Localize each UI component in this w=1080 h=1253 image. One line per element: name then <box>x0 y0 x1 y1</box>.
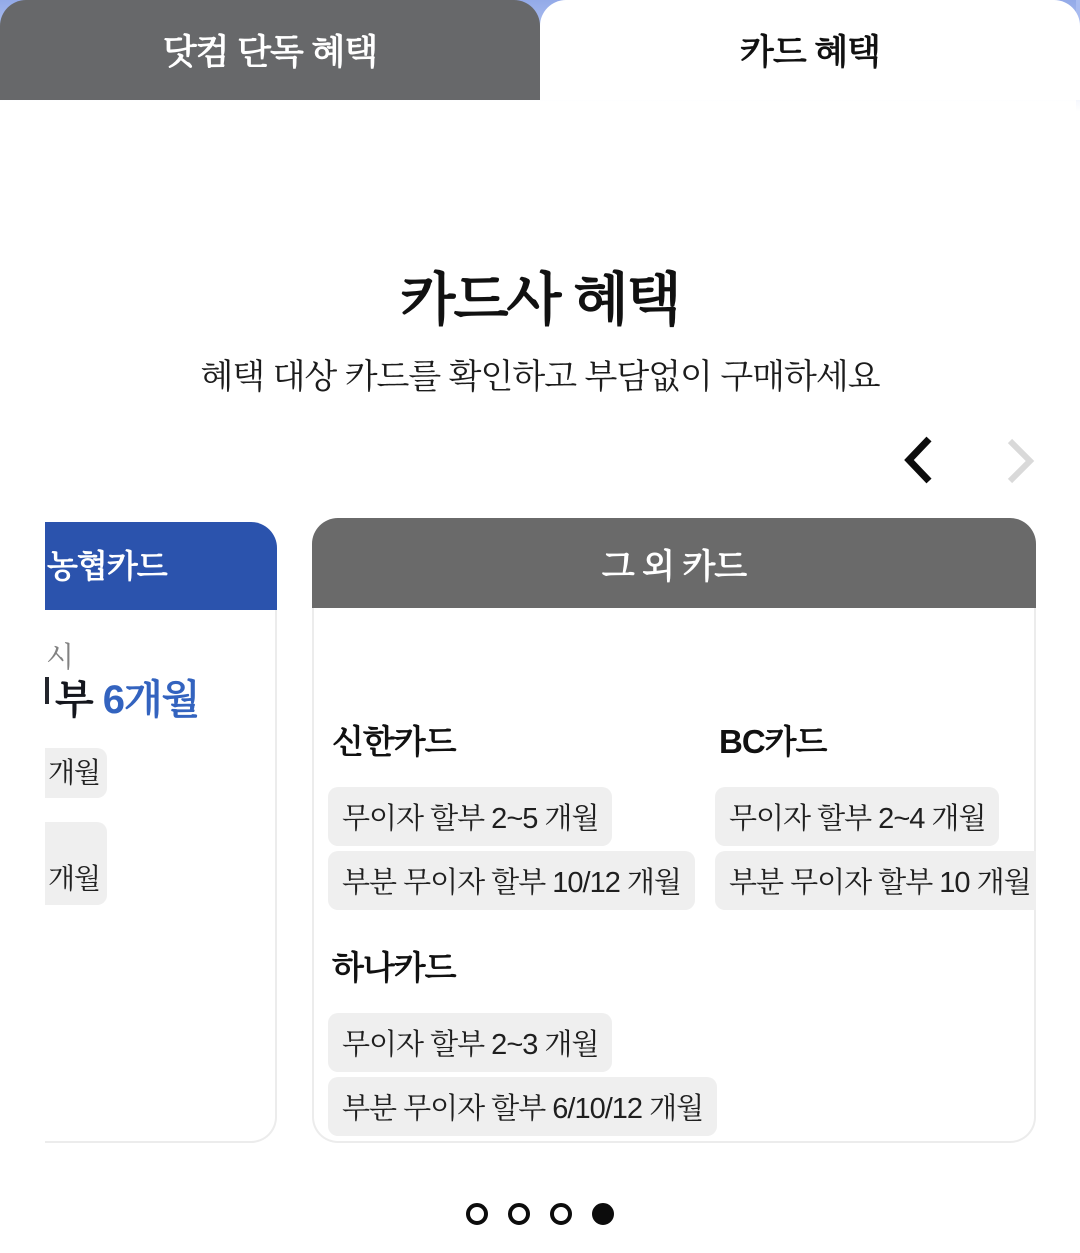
clipped-glyph-sliver <box>45 677 49 704</box>
others-card-body <box>312 608 1036 1143</box>
page-title: 카드사 혜택 <box>400 268 680 332</box>
benefit-chip: 무이자 할부 2~5 개월 <box>328 787 612 846</box>
section-bc-card <box>715 722 1036 915</box>
nh-benefit-chip-partial-2-label: 개월 <box>48 863 101 894</box>
nh-text-fragment-2-blue: 6개월 <box>102 678 200 722</box>
nh-benefit-chip-partial-1 <box>45 748 107 798</box>
carousel-prev-button[interactable] <box>901 434 935 486</box>
nh-text-fragment-1: 시 <box>46 642 74 674</box>
tab-card-benefit[interactable] <box>540 0 1080 100</box>
carousel-dot-2[interactable] <box>508 1203 530 1225</box>
nh-card-header <box>45 522 277 610</box>
carousel-dot-3[interactable] <box>550 1203 572 1225</box>
section-shinhan-card <box>328 722 681 915</box>
card-nh-partial <box>45 518 277 1143</box>
benefit-chip: 부분 무이자 할부 6/10/12 개월 <box>328 1077 717 1136</box>
section-shinhan-title: 신한카드 <box>332 723 456 760</box>
carousel-dots <box>0 1203 1080 1225</box>
page-subtitle: 혜택 대상 카드를 확인하고 부담없이 구매하세요 <box>200 358 880 396</box>
card-benefit-carousel <box>45 518 1036 1143</box>
carousel-dot-4[interactable] <box>592 1203 614 1225</box>
others-card-header-label: 그 외 카드 <box>601 547 747 586</box>
benefit-chip: 무이자 할부 2~3 개월 <box>328 1013 612 1072</box>
tab-card-benefit-label: 카드 혜택 <box>740 33 880 72</box>
nh-text-fragment-2 <box>55 668 199 725</box>
section-hana-card <box>328 948 704 1141</box>
nh-benefit-chip-partial-1-label: 개월 <box>48 757 101 788</box>
others-card-header <box>312 518 1036 608</box>
carousel-dot-1[interactable] <box>466 1203 488 1225</box>
benefit-chip: 부분 무이자 할부 10 개월 <box>715 851 1036 910</box>
benefit-chip: 부분 무이자 할부 10/12 개월 <box>328 851 695 910</box>
card-others <box>312 518 1036 1143</box>
chevron-left-icon <box>901 434 935 486</box>
benefit-chip: 무이자 할부 2~4 개월 <box>715 787 999 846</box>
chevron-right-icon <box>1004 437 1038 485</box>
nh-text-fragment-2-dark: 부 <box>55 678 93 722</box>
nh-card-header-label: 농협카드 <box>47 548 167 584</box>
tab-dotcom-benefit-label: 닷컴 단독 혜택 <box>162 33 378 72</box>
nh-benefit-chip-partial-2 <box>45 822 107 905</box>
tab-dotcom-benefit[interactable] <box>0 0 540 100</box>
carousel-next-button[interactable] <box>1004 437 1038 485</box>
section-hana-title: 하나카드 <box>332 949 456 986</box>
section-bc-title: BC카드 <box>719 723 827 760</box>
